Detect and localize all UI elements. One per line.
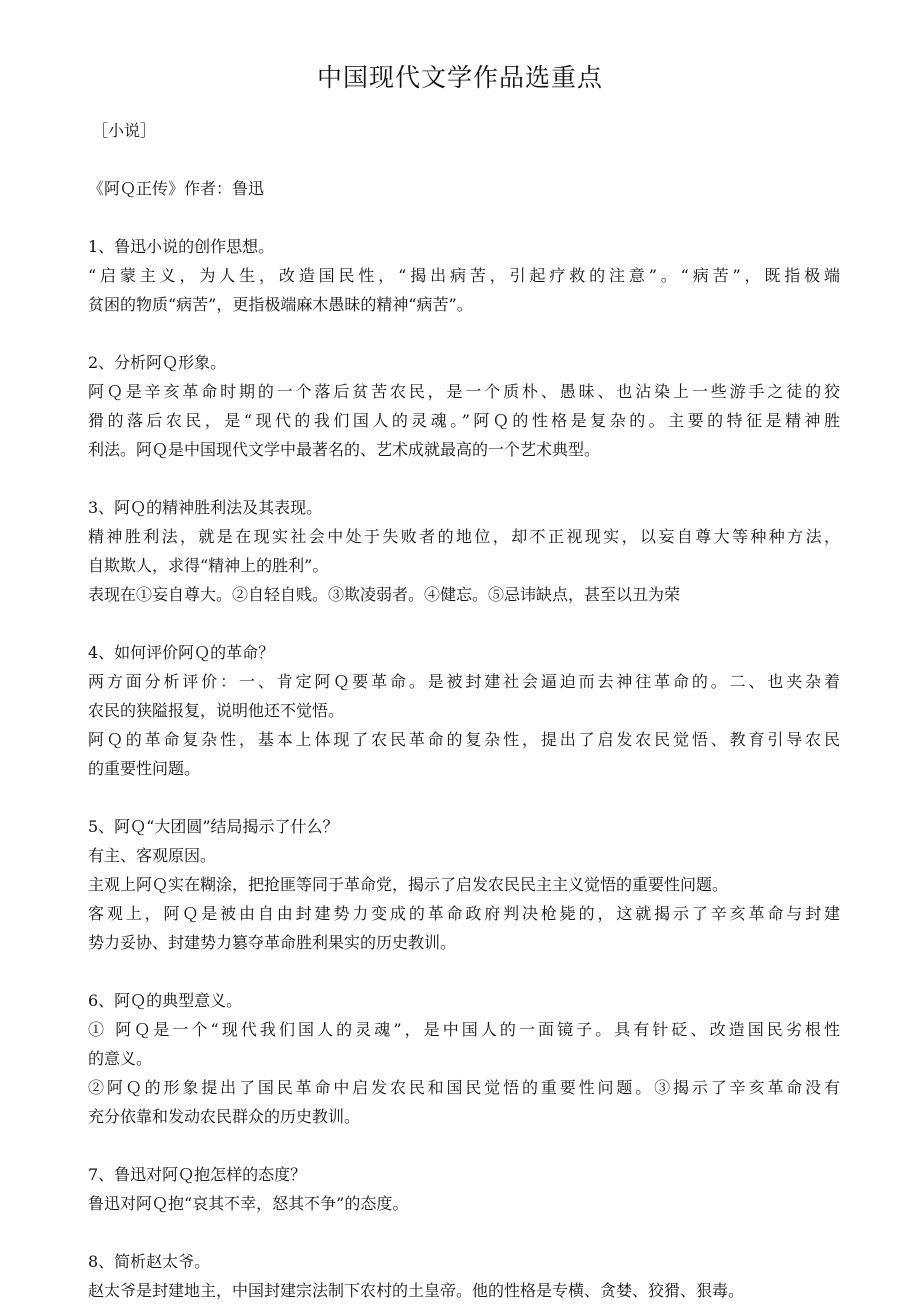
question-block: [88, 1247, 840, 1305]
answer-line: 的重要性问题。: [88, 759, 201, 778]
answer-line: 主观上阿Ｑ实在糊涂，把抢匪等同于革命党，揭示了启发农民民主主义觉悟的重要性问题。: [88, 875, 729, 894]
answer-line: 自欺欺人，求得“精神上的胜利”。: [88, 556, 329, 575]
question-heading: 3、阿Ｑ的精神胜利法及其表现。: [88, 498, 323, 517]
answer-line: 阿Ｑ是辛亥革命时期的一个落后贫苦农民，是一个质朴、愚昧、也沾染上一些游手之徒的狡: [88, 382, 840, 401]
document-body: [88, 116, 840, 1305]
section-label: ［小说］: [92, 121, 157, 140]
answer-line: 利法。阿Ｑ是中国现代文学中最著名的、艺术成就最高的一个艺术典型。: [88, 440, 601, 459]
answer-line: 猾的落后农民，是“现代的我们国人的灵魂。”阿Ｑ的性格是复杂的。主要的特征是精神胜: [88, 411, 840, 430]
answer-line: 阿Ｑ的革命复杂性，基本上体现了农民革命的复杂性，提出了启发农民觉悟、教育引导农民: [88, 730, 840, 749]
question-block: [88, 986, 840, 1131]
document-title: 中国现代文学作品选重点: [316, 63, 603, 92]
answer-line: 精神胜利法，就是在现实社会中处于失败者的地位，却不正视现实，以妄自尊大等种种方法，: [88, 527, 840, 546]
question-heading: 7、鲁迅对阿Ｑ抱怎样的态度？: [88, 1165, 307, 1184]
answer-line: 势力妥协、封建势力篡夺革命胜利果实的历史教训。: [88, 933, 457, 952]
question-block: [88, 638, 840, 783]
answer-line: 贫困的物质“病苦”，更指极端麻木愚昧的精神“病苦”。: [88, 295, 473, 314]
answer-line: 表现在①妄自尊大。②自轻自贱。③欺凌弱者。④健忘。⑤忌讳缺点，甚至以丑为荣: [88, 585, 681, 604]
work-heading: 《阿Ｑ正传》作者：鲁迅: [88, 179, 265, 198]
answer-line: ① 阿Ｑ是一个“现代我们国人的灵魂”，是中国人的一面镜子。具有针砭、改造国民劣根性: [88, 1020, 840, 1039]
answer-line: 农民的狭隘报复，说明他还不觉悟。: [88, 701, 345, 720]
answer-line: 充分依靠和发动农民群众的历史教训。: [88, 1107, 361, 1126]
answer-line: 赵太爷是封建地主，中国封建宗法制下农村的土皇帝。他的性格是专横、贪婪、狡猾、狠毒。: [88, 1281, 745, 1300]
question-heading: 4、如何评价阿Ｑ的革命？: [88, 643, 275, 662]
question-block: [88, 232, 840, 319]
question-block: [88, 348, 840, 464]
question-heading: 2、分析阿Ｑ形象。: [88, 353, 227, 372]
answer-line: 的意义。: [88, 1049, 153, 1068]
answer-line: “启蒙主义，为人生，改造国民性，“揭出病苦，引起疗救的注意”。“病苦”，既指极端: [88, 266, 840, 285]
answer-line: 鲁迅对阿Ｑ抱“哀其不幸，怒其不争”的态度。: [88, 1194, 409, 1213]
question-block: [88, 1160, 840, 1218]
question-block: [88, 493, 840, 609]
answer-line: 两方面分析评价：一、肯定阿Ｑ要革命。是被封建社会逼迫而去神往革命的。二、也夹杂着: [88, 672, 840, 691]
question-heading: 8、简析赵太爷。: [88, 1252, 211, 1271]
answer-line: 客观上，阿Ｑ是被由自由封建势力变成的革命政府判决枪毙的，这就揭示了辛亥革命与封建: [88, 904, 840, 923]
question-heading: 6、阿Ｑ的典型意义。: [88, 991, 243, 1010]
question-heading: 5、阿Ｑ“大团圆”结局揭示了什么？: [88, 817, 339, 836]
answer-line: ②阿Ｑ的形象提出了国民革命中启发农民和国民觉悟的重要性问题。③揭示了辛亥革命没有: [88, 1078, 840, 1097]
question-block: [88, 812, 840, 957]
answer-line: 有主、客观原因。: [88, 846, 217, 865]
question-heading: 1、鲁迅小说的创作思想。: [88, 237, 275, 256]
